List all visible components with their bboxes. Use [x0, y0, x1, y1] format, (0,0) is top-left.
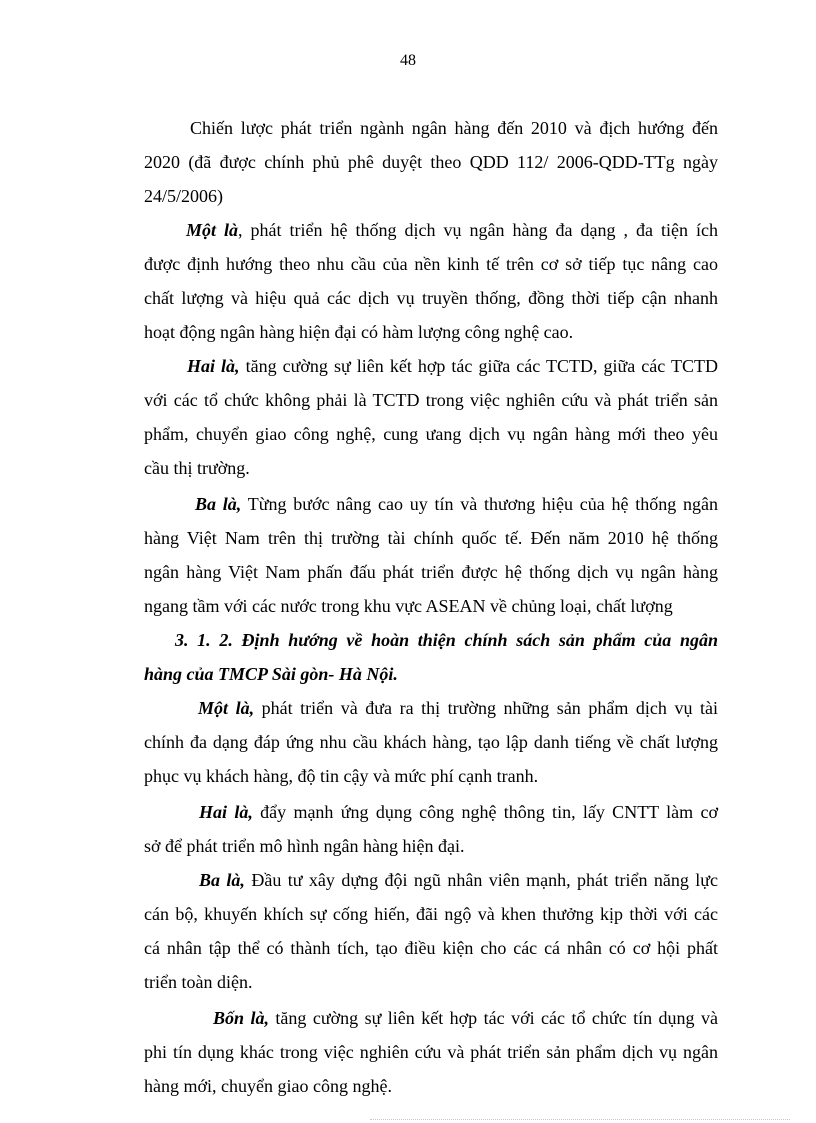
paragraph-line: [144, 1075, 392, 1097]
line-text: phi tín dụng khác trong việc nghiên cứu và phát triển sản phẩm dịch vụ ngân: [144, 1042, 718, 1062]
paragraph-line: [144, 389, 718, 411]
paragraph-line: [195, 493, 718, 515]
line-text: hàng mới, chuyển giao công nghệ.: [144, 1076, 392, 1096]
paragraph-line: [199, 869, 718, 891]
paragraph-lead: Ba là,: [195, 494, 242, 514]
line-text: Chiến lược phát triển ngành ngân hàng đến 2010 và địch hướng đến: [190, 118, 718, 138]
line-text: hàng Việt Nam trên thị trường tài chính quốc tế. Đến năm 2010 hệ thống: [144, 528, 718, 548]
line-text: 3. 1. 2. Định hướng về hoàn thiện chính sách sản phẩm của ngân: [175, 630, 718, 650]
paragraph-line: [144, 765, 538, 787]
paragraph-line: [144, 835, 464, 857]
paragraph-line: [144, 151, 718, 173]
paragraph-lead: Ba là,: [199, 870, 245, 890]
line-text: cầu thị trường.: [144, 458, 250, 478]
paragraph-line: [144, 457, 250, 479]
paragraph-line: [144, 595, 673, 617]
line-text: Từng bước nâng cao uy tín và thương hiệu của hệ thống ngân: [241, 494, 718, 514]
paragraph-line: [144, 903, 718, 925]
paragraph-lead: Bốn là,: [213, 1008, 269, 1028]
line-text: hàng của TMCP Sài gòn- Hà Nội.: [144, 664, 398, 684]
line-text: , phát triển hệ thống dịch vụ ngân hàng đa dạng , đa tiện ích: [238, 220, 718, 240]
line-text: 24/5/2006): [144, 186, 223, 206]
line-text: phục vụ khách hàng, độ tin cậy và mức phí cạnh tranh.: [144, 766, 539, 786]
paragraph-line: [213, 1007, 718, 1029]
line-text: Đầu tư xây dựng đội ngũ nhân viên mạnh, phát triển năng lực: [244, 870, 719, 890]
paragraph-line: [144, 937, 718, 959]
paragraph-line: [199, 801, 718, 823]
paragraph-line: [187, 355, 718, 377]
paragraph-lead: Hai là,: [199, 802, 253, 822]
line-text: 2020 (đã được chính phủ phê duyệt theo QDD 112/ 2006-QDD-TTg ngày: [144, 152, 718, 172]
paragraph-line: [186, 219, 718, 241]
line-text: cán bộ, khuyến khích sự cống hiến, đãi ngộ và khen thưởng kịp thời với các: [144, 904, 718, 924]
line-text: cá nhân tập thể có thành tích, tạo điều kiện cho các cá nhân có cơ hội phất: [144, 938, 718, 958]
paragraph-line: [144, 1041, 718, 1063]
line-text: ngang tầm với các nước trong khu vực ASEAN về chủng loại, chất lượng: [144, 596, 673, 616]
paragraph-line: [144, 527, 718, 549]
line-text: được định hướng theo nhu cầu của nền kinh tế trên cơ sở tiếp tục nâng cao: [144, 254, 718, 274]
line-text: triển toàn diện.: [144, 972, 253, 992]
paragraph-lead: Hai là,: [187, 356, 240, 376]
paragraph-line: [144, 561, 718, 583]
paragraph-line: [144, 185, 223, 207]
section-heading-line: [144, 663, 398, 685]
footer-rule: [370, 1119, 790, 1120]
line-text: sở để phát triển mô hình ngân hàng hiện đại.: [144, 836, 465, 856]
paragraph-lead: Một là,: [198, 698, 255, 718]
line-text: chính đa dạng đáp ứng nhu cầu khách hàng, tạo lập danh tiếng về chất lượng: [144, 732, 718, 752]
paragraph-line: [144, 423, 718, 445]
paragraph-line: [144, 971, 252, 993]
line-text: phẩm, chuyển giao công nghệ, cung ưang dịch vụ ngân hàng mới theo yêu: [144, 424, 718, 444]
page-number: 48: [400, 52, 416, 69]
line-text: hoạt động ngân hàng hiện đại có hàm lượng công nghệ cao.: [144, 322, 574, 342]
line-text: tăng cường sự liên kết hợp tác với các tổ chức tín dụng và: [268, 1008, 718, 1028]
paragraph-line: [198, 697, 718, 719]
paragraph-line: [190, 117, 718, 139]
paragraph-lead: Một là: [186, 220, 239, 240]
paragraph-line: [144, 253, 718, 275]
line-text: với các tổ chức không phải là TCTD trong việc nghiên cứu và phát triển sản: [144, 390, 718, 410]
line-text: đẩy mạnh ứng dụng công nghệ thông tin, lấy CNTT làm cơ: [252, 802, 718, 822]
paragraph-line: [144, 287, 718, 309]
paragraph-line: [144, 731, 718, 753]
section-heading-line: [175, 629, 718, 651]
line-text: phát triển và đưa ra thị trường những sản phẩm dịch vụ tài: [254, 698, 719, 718]
paragraph-line: [144, 321, 573, 343]
line-text: ngân hàng Việt Nam phấn đấu phát triển được hệ thống dịch vụ ngân hàng: [144, 562, 718, 582]
line-text: chất lượng và hiệu quả các dịch vụ truyền thống, đồng thời tiếp cận nhanh: [144, 288, 718, 308]
line-text: tăng cường sự liên kết hợp tác giữa các TCTD, giữa các TCTD: [239, 356, 718, 376]
